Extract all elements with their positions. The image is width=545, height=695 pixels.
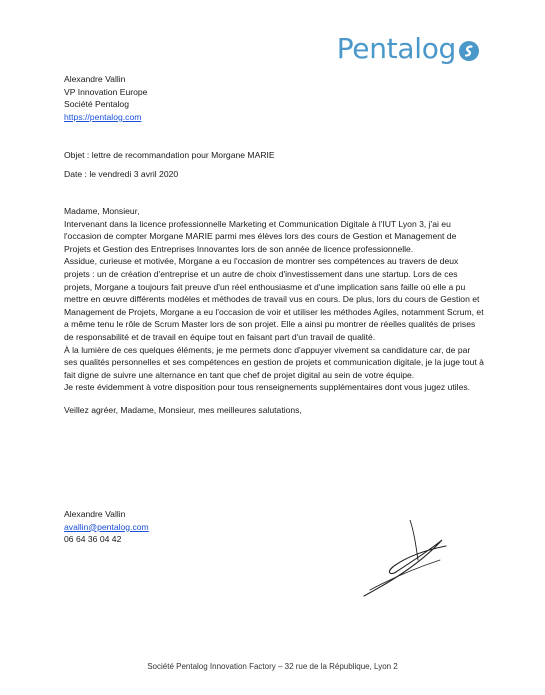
body-paragraph-3: À la lumière de ces quelques éléments, je me permets donc d'appuyer vivement sa candidature car, de par ses qualités personnelles et ses compétences en gestion de projets et communication digitale, je la juge tout à fait digne de suivre une alternance en tant que chef de projet digital au sein de votre équipe. bbox=[64, 344, 484, 380]
closing-line: Veillez agréer, Madame, Monsieur, mes meilleures salutations, bbox=[64, 404, 302, 415]
phone-number: 06 64 36 04 42 bbox=[64, 534, 122, 545]
sender-company: Société Pentalog bbox=[64, 99, 129, 110]
signoff-block bbox=[64, 508, 149, 546]
letter-meta bbox=[64, 149, 275, 180]
date-line: Date : le vendredi 3 avril 2020 bbox=[64, 168, 179, 179]
website-link[interactable]: https://pentalog.com bbox=[64, 111, 142, 122]
email-link[interactable]: avallin@pentalog.com bbox=[64, 521, 149, 532]
subject-line: Objet : lettre de recommandation pour Morgane MARIE bbox=[64, 150, 275, 160]
body-paragraph-4: Je reste évidemment à votre disposition pour tous renseignements supplémentaires dont vous jugez utiles. bbox=[64, 382, 471, 393]
pentalog-mark-icon bbox=[459, 41, 479, 61]
sender-name: Alexandre Vallin bbox=[64, 74, 126, 84]
salutation: Madame, Monsieur, bbox=[64, 206, 140, 216]
letter-body bbox=[64, 205, 484, 417]
signoff-name: Alexandre Vallin bbox=[64, 509, 126, 519]
footer-address: Société Pentalog Innovation Factory – 32 rue de la République, Lyon 2 bbox=[147, 662, 398, 671]
body-paragraph-2: Assidue, curieuse et motivée, Morgane a eu l'occasion de montrer ses compétences au travers de deux projets : un de création d'entreprise et un autre de choix d'investissement dans une startup. Lors de ces projets, Morgane a toujours fait preuve d'un réel enthousiasme et d'une implication sans faille où elle a pu mettre en œuvre différents modèles et méthodes de travail vus en cours. De plus, lors du cours de Gestion et Management de Projets, Morgane a eu l'occasion de voir et utiliser les méthodes Agiles, notamment Scrum, et a même tenu le rôle de Scrum Master lors de son projet. Elle a ainsi pu montrer de réelles qualités de prises de responsabilité et de travail en équipe tout en faisant part d'un travail de qualité. bbox=[64, 256, 484, 342]
sender-block bbox=[64, 73, 147, 123]
handwritten-signature bbox=[360, 520, 450, 600]
pentalog-logo bbox=[337, 32, 479, 65]
sender-role: VP Innovation Europe bbox=[64, 86, 148, 97]
logo-text: Pentalog bbox=[336, 32, 456, 65]
body-paragraph-1: Intervenant dans la licence professionnelle Marketing et Communication Digitale à l'IUT Lyon 3, j'ai eu l'occasion de compter Morgane MARIE parmi mes élèves lors des cours de Gestion et Management de Projets et Gestion des Entreprises Innovantes lors de son année de licence professionnelle. bbox=[64, 218, 457, 254]
